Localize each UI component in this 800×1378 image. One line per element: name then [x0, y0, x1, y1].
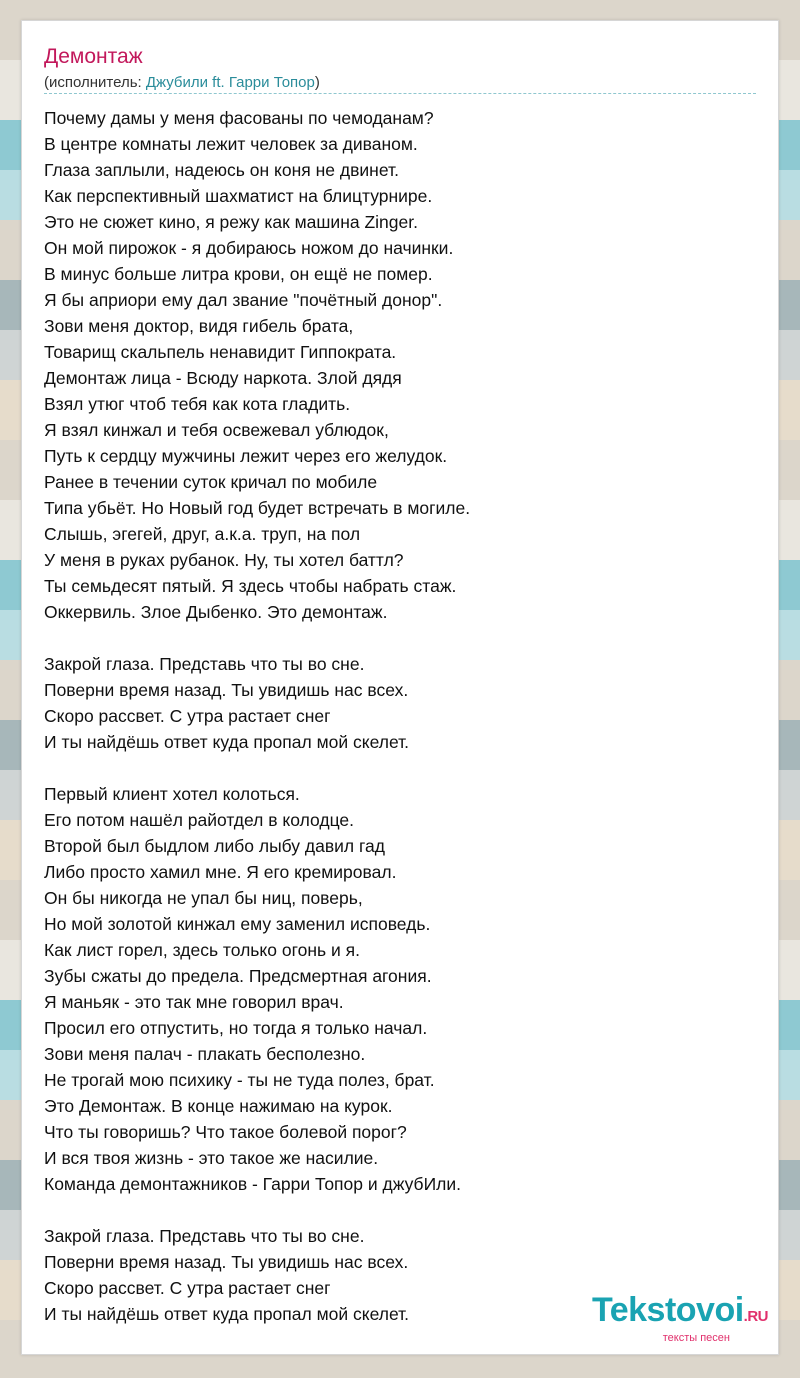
- logo-wordmark: [592, 1293, 768, 1334]
- lyric-line: Почему дамы у меня фасованы по чемоданам?: [44, 108, 434, 128]
- lyric-line: Поверни время назад. Ты увидишь нас всех.: [44, 1252, 409, 1272]
- lyric-line: Закрой глаза. Представь что ты во сне.: [44, 654, 365, 674]
- lyrics-stanza: [44, 781, 754, 1197]
- performer-line: [44, 73, 320, 93]
- lyric-line: Взял утюг чтоб тебя как кота гладить.: [44, 394, 351, 414]
- lyric-line: Путь к сердцу мужчины лежит через его желудок.: [44, 446, 448, 466]
- lyric-line: Второй был быдлом либо лыбу давил гад: [44, 836, 385, 856]
- lyric-line: Закрой глаза. Представь что ты во сне.: [44, 1226, 365, 1246]
- logo-tld: .RU: [743, 1308, 768, 1325]
- lyric-line: Скоро рассвет. С утра растает снег: [44, 1278, 331, 1298]
- artist-link[interactable]: Джубили ft. Гарри Топор: [145, 74, 315, 91]
- lyric-line: Скоро рассвет. С утра растает снег: [44, 706, 331, 726]
- lyric-line: Он мой пирожок - я добираюсь ножом до начинки.: [44, 238, 454, 258]
- lyric-line: Просил его отпустить, но тогда я только начал.: [44, 1018, 428, 1038]
- lyric-line: Глаза заплыли, надеюсь он коня не двинет.: [44, 160, 399, 180]
- lyric-line: У меня в руках рубанок. Ну, ты хотел баттл?: [44, 550, 404, 570]
- lyric-line: Зови меня доктор, видя гибель брата,: [44, 316, 354, 336]
- logo-name: Tekstovoi: [591, 1291, 744, 1329]
- lyric-line: Это Демонтаж. В конце нажимаю на курок.: [44, 1096, 393, 1116]
- lyric-line: Зубы сжаты до предела. Предсмертная агония.: [44, 966, 432, 986]
- lyric-line: Ты семьдесят пятый. Я здесь чтобы набрать стаж.: [44, 576, 457, 596]
- lyric-line: И ты найдёшь ответ куда пропал мой скелет.: [44, 1304, 410, 1324]
- lyric-line: В центре комнаты лежит человек за диваном.: [44, 134, 418, 154]
- lyric-line: Я взял кинжал и тебя освежевал ублюдок,: [44, 420, 389, 440]
- lyrics-body: [44, 105, 754, 1353]
- lyric-line: Его потом нашёл райотдел в колодце.: [44, 810, 354, 830]
- lyric-line: Как лист горел, здесь только огонь и я.: [44, 940, 360, 960]
- lyric-line: Я бы априори ему дал звание "почётный донор".: [44, 290, 443, 310]
- lyric-line: И ты найдёшь ответ куда пропал мой скелет.: [44, 732, 410, 752]
- lyric-line: Демонтаж лица - Всюду наркота. Злой дядя: [44, 368, 402, 388]
- lyric-line: Я маньяк - это так мне говорил врач.: [44, 992, 344, 1012]
- lyric-line: Либо просто хамил мне. Я его кремировал.: [44, 862, 397, 882]
- lyric-line: Товарищ скальпель ненавидит Гиппократа.: [44, 342, 397, 362]
- lyrics-card: [21, 20, 779, 1355]
- lyrics-stanza: [44, 651, 754, 755]
- lyric-line: Но мой золотой кинжал ему заменил исповедь.: [44, 914, 431, 934]
- lyric-line: Что ты говоришь? Что такое болевой порог?: [44, 1122, 407, 1142]
- lyric-line: Команда демонтажников - Гарри Топор и джубИли.: [44, 1174, 462, 1194]
- lyric-line: И вся твоя жизнь - это такое же насилие.: [44, 1148, 379, 1168]
- logo-tagline: тексты песен: [662, 1332, 730, 1344]
- lyric-line: Как перспективный шахматист на блицтурнире.: [44, 186, 433, 206]
- lyric-line: Ранее в течении суток кричал по мобиле: [44, 472, 378, 492]
- performer-suffix: ): [314, 74, 320, 91]
- lyric-line: Оккервиль. Злое Дыбенко. Это демонтаж.: [44, 602, 388, 622]
- lyric-line: Не трогай мою психику - ты не туда полез, брат.: [44, 1070, 435, 1090]
- song-title: Демонтаж: [44, 45, 143, 68]
- lyric-line: Поверни время назад. Ты увидишь нас всех.: [44, 680, 409, 700]
- performer-prefix: (исполнитель:: [44, 74, 146, 91]
- lyric-line: Типа убьёт. Но Новый год будет встречать в могиле.: [44, 498, 471, 518]
- lyric-line: Первый клиент хотел колоться.: [44, 784, 300, 804]
- lyrics-stanza: [44, 105, 754, 625]
- lyric-line: Зови меня палач - плакать бесполезно.: [44, 1044, 366, 1064]
- lyric-line: Он бы никогда не упал бы ниц, поверь,: [44, 888, 363, 908]
- site-logo[interactable]: [592, 1293, 768, 1344]
- dashed-divider: [44, 93, 756, 94]
- lyric-line: Это не сюжет кино, я режу как машина Zinger.: [44, 212, 418, 232]
- lyric-line: Слышь, эгегей, друг, а.к.а. труп, на пол: [44, 524, 361, 544]
- lyric-line: В минус больше литра крови, он ещё не помер.: [44, 264, 433, 284]
